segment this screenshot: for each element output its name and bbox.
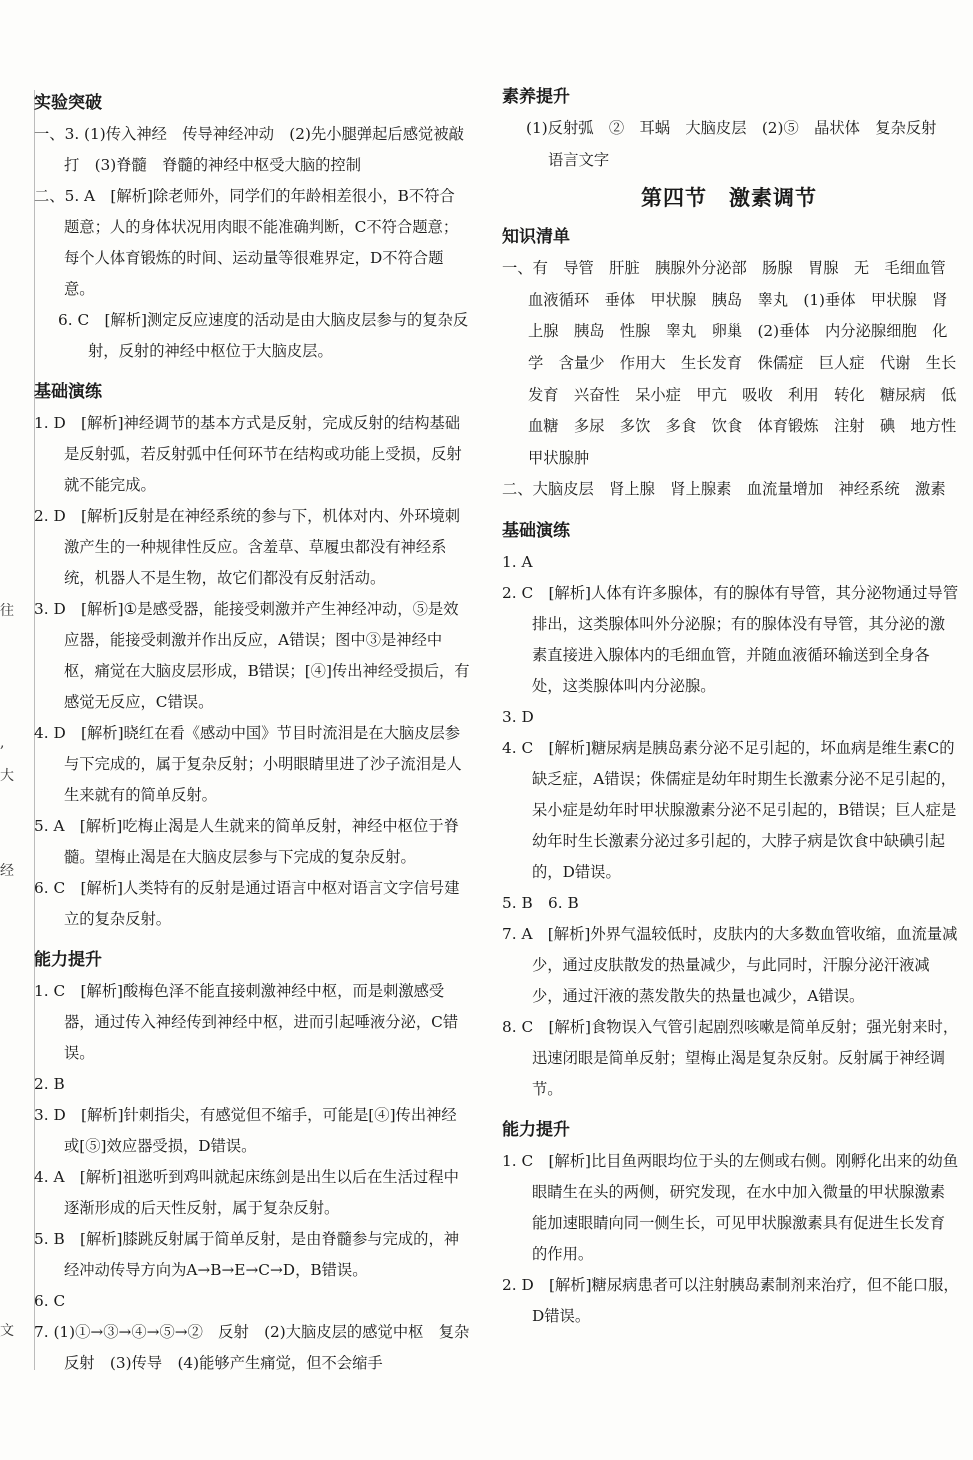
left-margin-strip xyxy=(0,0,22,1460)
section-title: 第四节 激素调节 xyxy=(641,186,817,211)
answer-item: 一、3. (1)传入神经 传导神经冲动 (2)先小腿弹起后感觉被敲打 (3)脊髓 脊髓的神经中枢受大脑的控制 xyxy=(34,125,464,174)
answer-item: 6. C [解析]测定反应速度的活动是由大脑皮层参与的复杂反射，反射的神经中枢位于大脑皮层。 xyxy=(58,311,469,360)
heading-ability: 能力提升 xyxy=(502,1119,570,1140)
answer-item: 1. C [解析]酸梅色泽不能直接刺激神经中枢，而是刺激感受器，通过传入神经传到神经中枢，进而引起唾液分泌，C错误。 xyxy=(34,982,459,1062)
knowledge-answers: 一、有 导管 肝脏 胰腺外分泌部 肠腺 胃腺 无 毛细血管 血液循环 垂体 甲状腺 胰岛 睾丸 (1)垂体 甲状腺 肾上腺 胰岛 性腺 睾丸 卵巢 (2)垂体 内分泌腺细胞 化学 含量少 作用大 生长发育 侏儒症 巨人症 代谢 生长发育 兴奋性 呆小症 甲亢 吸收 利用 转化 糖尿病 低血糖 多尿 多饮 多食 饮食 体育锻炼 注射 碘 地方性甲状腺肿 xyxy=(502,259,961,467)
answer-item: 1. C [解析]比目鱼两眼均位于头的左侧或右侧。刚孵化出来的幼鱼眼睛生在头的两侧，研究发现，在水中加入微量的甲状腺激素能加速眼睛向同一侧生长，可见甲状腺激素具有促进生长发育的作用。 xyxy=(502,1151,959,1263)
margin-char: 往 xyxy=(0,603,14,619)
answer-item: 1. D [解析]神经调节的基本方式是反射，完成反射的结构基础是反射弧，若反射弧中任何环节在结构或功能上受损，反射就不能完成。 xyxy=(34,414,462,494)
margin-char: 文 xyxy=(0,1323,14,1339)
answer-item: 3. D xyxy=(502,707,534,726)
knowledge-answers: 二、大脑皮层 肾上腺 肾上腺素 血流量增加 神经系统 激素 xyxy=(502,480,946,499)
answer-item: 3. D [解析]针刺指尖，有感觉但不缩手，可能是[④]传出神经或[⑤]效应器受损，D错误。 xyxy=(34,1106,457,1155)
answer-item: 2. B xyxy=(34,1075,65,1093)
answer-item: 5. B 6. B xyxy=(502,893,579,912)
answer-item: 4. C [解析]糖尿病是胰岛素分泌不足引起的，坏血病是维生素C的缺乏症，A错误；侏儒症是幼年时期生长激素分泌不足引起的，呆小症是幼年时甲状腺激素分泌不足引起的，B错误；巨人症是幼年时生长激素分泌过多引起的，大脖子病是饮食中缺碘引起的，D错误。 xyxy=(502,738,957,881)
answer-item: 8. C [解析]食物误入气管引起剧烈咳嗽是简单反射；强光射来时，迅速闭眼是简单反射；望梅止渴是复杂反射。反射属于神经调节。 xyxy=(502,1017,959,1098)
answer-item: 2. C [解析]人体有许多腺体，有的腺体有导管，其分泌物通过导管排出，这类腺体叫外分泌腺；有的腺体没有导管，其分泌的激素直接进入腺体内的毛细血管，并随血液循环输送到全身各处，这类腺体叫内分泌腺。 xyxy=(502,583,959,695)
heading-basic-practice: 基础演练 xyxy=(34,382,102,402)
answer-item: 2. D [解析]糖尿病患者可以注射胰岛素制剂来治疗，但不能口服，D错误。 xyxy=(502,1275,959,1325)
left-column xyxy=(30,78,470,1379)
heading-basic-practice: 基础演练 xyxy=(502,520,570,541)
answer-item: 6. C xyxy=(34,1292,66,1310)
right-column xyxy=(498,72,960,1332)
answer-words: (1)反射弧 ② 耳蜗 大脑皮层 (2)⑤ 晶状体 复杂反射 语言文字 xyxy=(526,119,952,169)
heading-experiment: 实验突破 xyxy=(34,93,102,113)
answer-item: 3. D [解析]①是感受器，能接受刺激并产生神经冲动，⑤是效应器，能接受刺激并作出反应，A错误；图中③是神经中枢，痛觉在大脑皮层形成，B错误；[④]传出神经受损后，有感觉无反应，C错误。 xyxy=(34,600,470,711)
margin-char: 大 xyxy=(0,768,14,784)
answer-item: 6. C [解析]人类特有的反射是通过语言中枢对语言文字信号建立的复杂反射。 xyxy=(34,879,460,928)
answer-item: 7. A [解析]外界气温较低时，皮肤内的大多数血管收缩，血流量减少，通过皮肤散发的热量减少，与此同时，汗腺分泌汗液减少，通过汗液的蒸发散失的热量也减少，A错误。 xyxy=(502,924,958,1005)
answer-item: 4. A [解析]祖逖听到鸡叫就起床练剑是出生以后在生活过程中逐渐形成的后天性反射，属于复杂反射。 xyxy=(34,1168,459,1217)
answer-item: 4. D [解析]晓红在看《感动中国》节目时流泪是在大脑皮层参与下完成的，属于复杂反射；小明眼睛里进了沙子流泪是人生来就有的简单反射。 xyxy=(34,724,462,804)
answer-item: 5. A [解析]吃梅止渴是人生就来的简单反射，神经中枢位于脊髓。望梅止渴是在大脑皮层参与下完成的复杂反射。 xyxy=(34,817,459,866)
margin-char: 经 xyxy=(0,863,14,879)
heading-knowledge-list: 知识清单 xyxy=(502,227,570,248)
answer-item: 二、5. A [解析]除老师外，同学们的年龄相差很小，B不符合题意；人的身体状况用肉眼不能准确判断，C不符合题意；每个人体育锻炼的时间、运动量等很难界定，D不符合题意。 xyxy=(34,187,459,298)
answer-item: 2. D [解析]反射是在神经系统的参与下，机体对内、外环境刺激产生的一种规律性反应。含羞草、草履虫都没有神经系统，机器人不是生物，故它们都没有反射活动。 xyxy=(34,507,461,587)
answer-item: 7. (1)①→③→④→⑤→② 反射 (2)大脑皮层的感觉中枢 复杂反射 (3)传导 (4)能够产生痛觉，但不会缩手 xyxy=(34,1323,470,1372)
answer-item: 1. A xyxy=(502,552,533,571)
heading-literacy: 素养提升 xyxy=(502,87,570,107)
answer-item: 5. B [解析]膝跳反射属于简单反射，是由脊髓参与完成的，神经冲动传导方向为A→B→E→C→D，B错误。 xyxy=(34,1230,460,1279)
margin-char: , xyxy=(0,735,5,751)
heading-ability: 能力提升 xyxy=(34,950,102,970)
